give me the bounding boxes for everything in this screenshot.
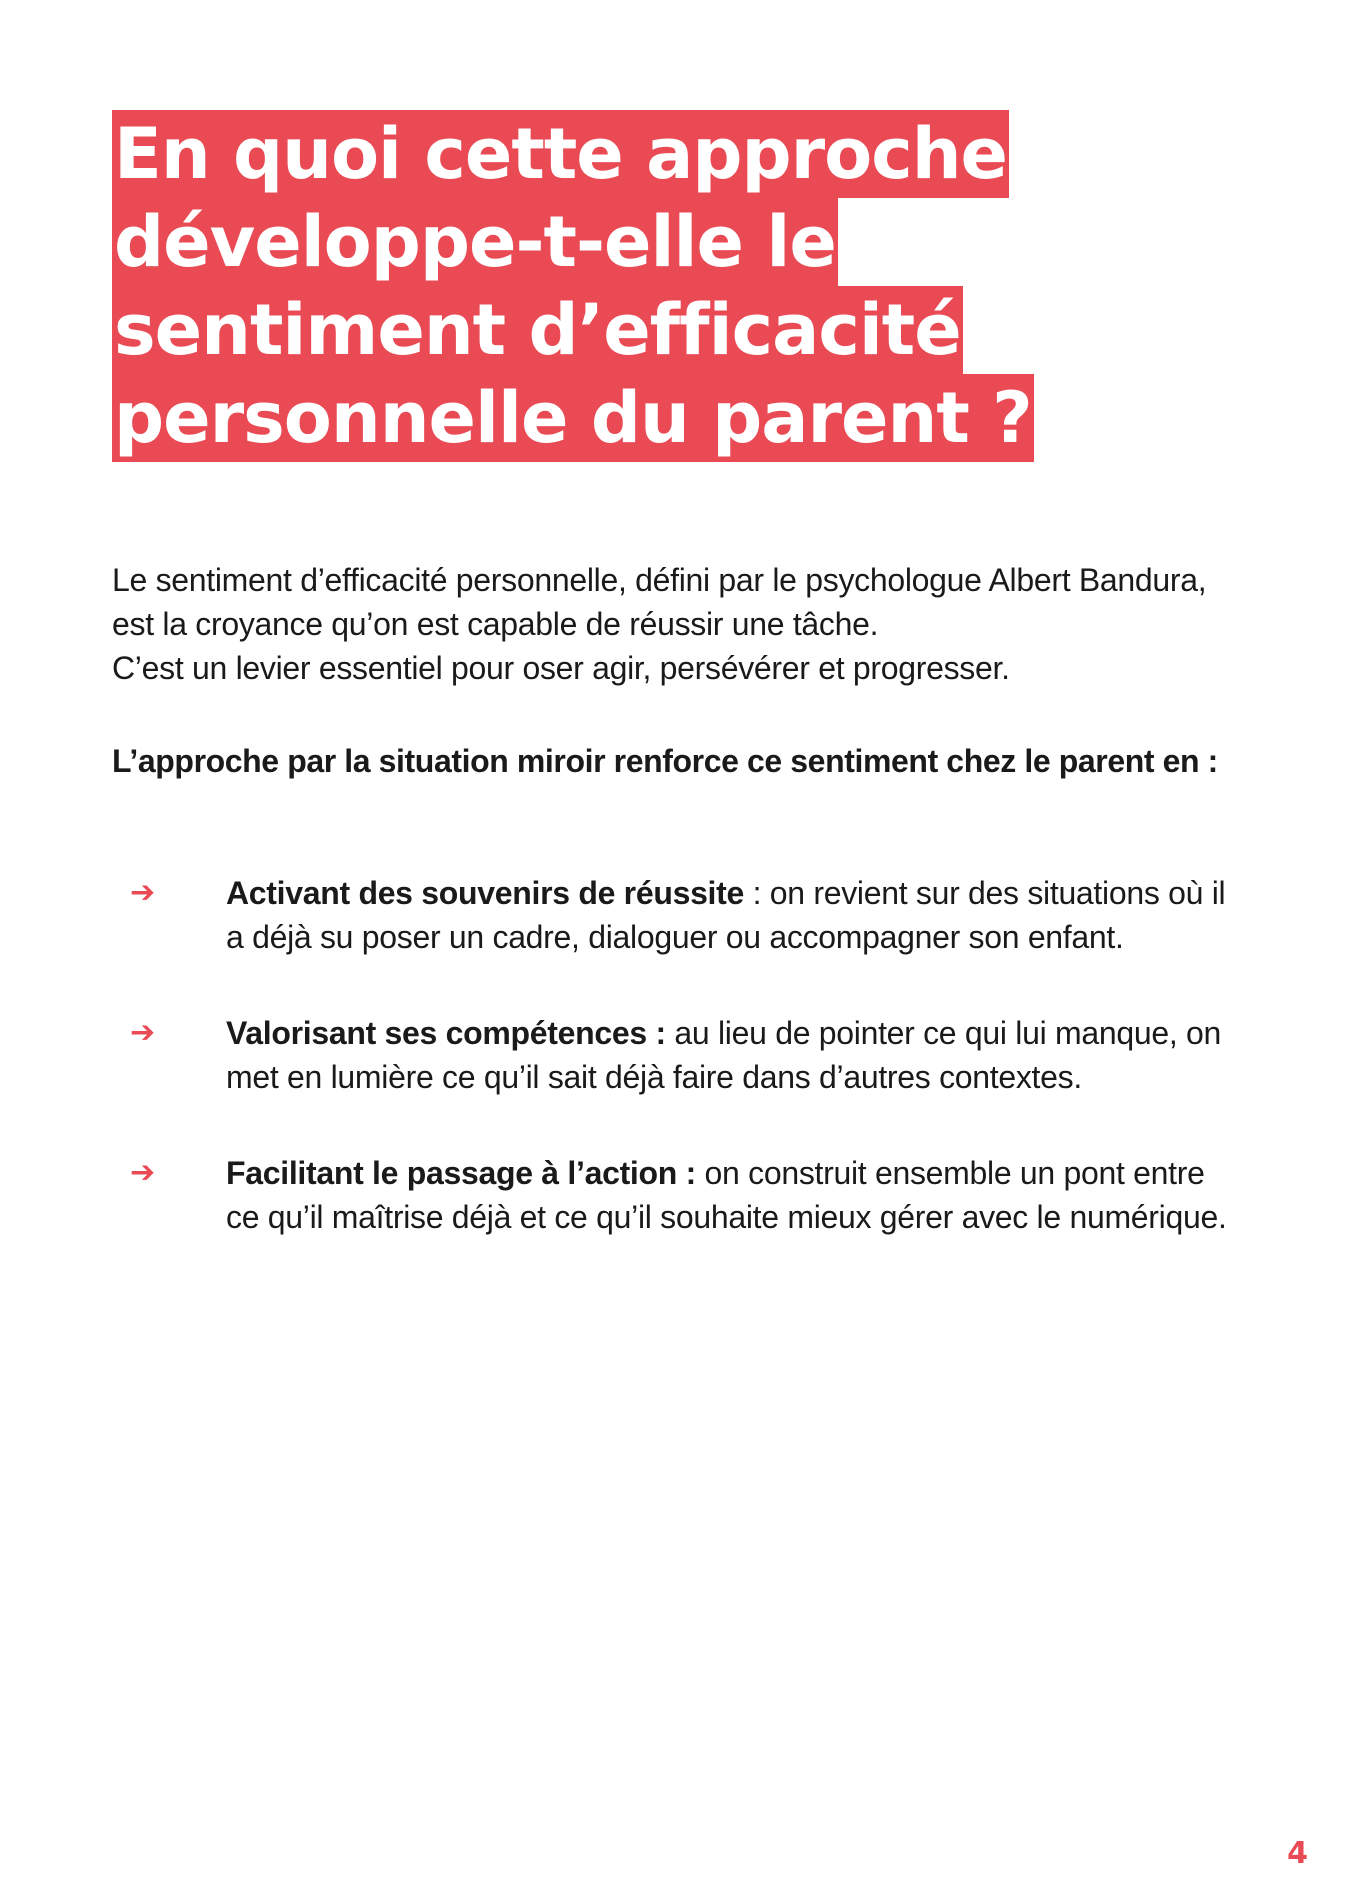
bullet-heading: Activant des souvenirs de réussite <box>226 875 745 911</box>
bullet-heading: Valorisant ses compétences : <box>226 1015 666 1051</box>
bullet-list <box>126 871 1246 1291</box>
arrow-right-icon: ➔ <box>130 1015 155 1050</box>
intro-paragraph <box>112 558 1222 690</box>
title-line: développe-t-elle le <box>112 198 1212 286</box>
bullet-text: au lieu de pointer ce qui lui manque, on met en lumière ce qu’il sait déjà faire dans d’autres contextes. <box>226 1015 1222 1095</box>
bullet-heading: Facilitant le passage à l’action : <box>226 1155 696 1191</box>
lead-sentence: L’approche par la situation miroir renforce ce sentiment chez le parent en : <box>112 743 1218 779</box>
arrow-right-icon: ➔ <box>130 1155 155 1190</box>
intro-text: C’est un levier essentiel pour oser agir, persévérer et progresser. <box>112 650 1010 686</box>
page-title <box>112 110 1212 462</box>
bullet-text: : on revient sur des situations où il a déjà su poser un cadre, dialoguer ou accompagner son enfant. <box>226 875 1226 955</box>
list-item <box>126 1151 1246 1239</box>
title-line: personnelle du parent ? <box>112 374 1212 462</box>
bullet-text: on construit ensemble un pont entre ce qu’il maîtrise déjà et ce qu’il souhaite mieux gérer avec le numérique. <box>226 1155 1227 1235</box>
intro-text: Le sentiment d’efficacité personnelle, défini par le psychologue Albert Bandura, est la croyance qu’on est capable de réussir une tâche. <box>112 562 1207 642</box>
page-number: 4 <box>1287 1836 1308 1871</box>
arrow-right-icon: ➔ <box>130 875 155 910</box>
list-item <box>126 1011 1246 1099</box>
title-line: En quoi cette approche <box>112 110 1212 198</box>
list-item <box>126 871 1246 959</box>
title-line: sentiment d’efficacité <box>112 286 1212 374</box>
